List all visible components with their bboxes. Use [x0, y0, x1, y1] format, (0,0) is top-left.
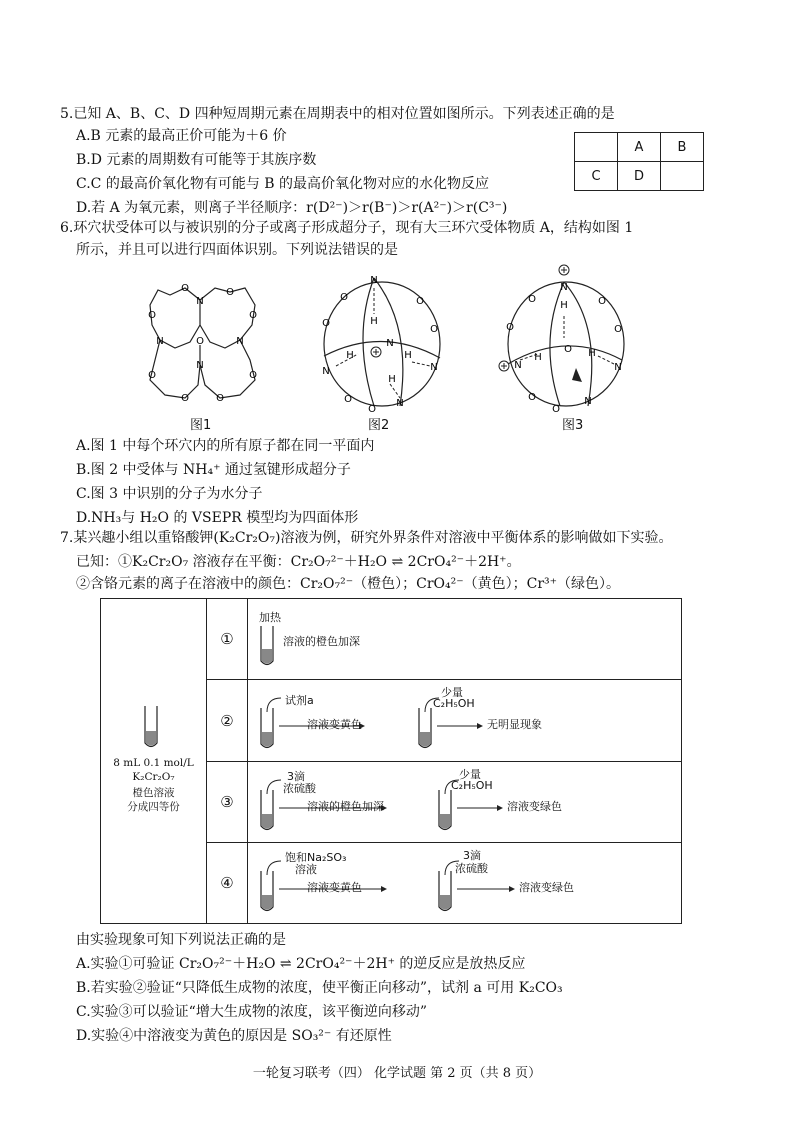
atom-label: N: [430, 362, 438, 373]
atom-label: O: [148, 370, 156, 381]
atom-label: N: [514, 360, 522, 371]
q5-option-b: B.D 元素的周期数有可能等于其族序数: [76, 152, 317, 168]
atom-label: O: [181, 283, 189, 294]
atom-label: O: [249, 370, 257, 381]
result-label: 溶液变绿色: [519, 881, 574, 894]
atom-label: O: [598, 296, 606, 307]
q5-option-a: A.B 元素的最高正价可能为＋6 价: [76, 128, 287, 144]
q5-option-c: C.C 的最高价氧化物有可能与 B 的最高价氧化物对应的水化物反应: [76, 176, 490, 192]
atom-label: O: [506, 322, 514, 333]
atom-label: O: [196, 336, 204, 347]
figure-2-caption: 图2: [368, 418, 390, 433]
row-number: ④: [207, 843, 248, 923]
test-tube-icon: [259, 625, 275, 669]
atom-label: O: [181, 393, 189, 404]
atom-label: N: [614, 362, 622, 373]
result-label: 溶液的橙色加深: [283, 635, 360, 648]
reagent-label: 溶液: [295, 863, 317, 876]
reagent-label: C₂H₅OH: [451, 779, 493, 792]
q5-stem: 5.已知 A、B、C、D 四种短周期元素在周期表中的相对位置如图所示。下列表述正确的是: [60, 106, 615, 122]
reagent-label: 3滴: [287, 770, 305, 783]
atom-label: O: [430, 324, 438, 335]
q7-known-1: 已知：①K₂Cr₂O₇ 溶液存在平衡：Cr₂O₇²⁻＋H₂O ⇌ 2CrO₄²⁻＋2H⁺。: [76, 554, 521, 570]
row-number: ②: [207, 680, 248, 761]
result-label: 无明显现象: [487, 718, 542, 731]
atom-label: H: [388, 374, 396, 385]
q6-option-c: C.图 3 中识别的分子为水分子: [76, 486, 263, 502]
atom-label: O: [322, 318, 330, 329]
reagent-label: 少量: [459, 768, 481, 781]
reagent-label: 浓硫酸: [283, 782, 316, 795]
q7-stem: 7.某兴趣小组以重铬酸钾(K₂Cr₂O₇)溶液为例，研究外界条件对溶液中平衡体系的影响做如下实验。: [60, 530, 673, 546]
grid-cell-c: C: [575, 162, 618, 191]
atom-label: N: [156, 336, 164, 347]
experiment-row-3: [207, 762, 681, 843]
q7-option-a: A.实验①可验证 Cr₂O₇²⁻＋H₂O ⇌ 2CrO₄²⁻＋2H⁺ 的逆反应是放热反应: [76, 956, 526, 972]
atom-label: O: [340, 292, 348, 303]
atom-label: H: [534, 352, 542, 363]
row-number: ③: [207, 762, 248, 842]
atom-label: N: [196, 296, 204, 307]
result-label: 溶液变绿色: [507, 800, 562, 813]
result-label: 溶液变黄色: [307, 718, 362, 731]
figure-3-caption: 图3: [562, 418, 584, 433]
atom-label: O: [564, 344, 572, 355]
reagent-label: 试剂a: [285, 694, 314, 707]
grid-empty-cell: [661, 162, 704, 191]
row-number: ①: [207, 599, 248, 679]
reagent-label: 浓硫酸: [455, 862, 488, 875]
result-label: 溶液的橙色加深: [307, 800, 384, 813]
stock-split-label: 分成四等份: [127, 801, 180, 813]
atom-label: H: [346, 350, 354, 361]
q6-stem-line2: 所示，并且可以进行四面体识别。下列说法错误的是: [76, 242, 398, 258]
experiment-row-2: [207, 680, 681, 762]
experiment-row-1: [207, 599, 681, 680]
atom-label: N: [584, 396, 592, 407]
test-tube-icon: [143, 705, 159, 751]
atom-label: N: [370, 275, 378, 286]
q6-option-a: A.图 1 中每个环穴内的所有原子都在同一平面内: [76, 438, 375, 454]
stock-formula-label: K₂Cr₂O₇: [132, 771, 175, 783]
page-footer: 一轮复习联考（四） 化学试题 第 2 页（共 8 页）: [252, 1066, 542, 1081]
q7-option-c: C.实验③可以验证“增大生成物的浓度，该平衡逆向移动”: [76, 1004, 427, 1020]
q7-option-b: B.若实验②验证“只降低生成物的浓度，使平衡正向移动”，试剂 a 可用 K₂CO₃: [76, 980, 563, 996]
atom-label: O: [416, 296, 424, 307]
reagent-label: 饱和Na₂SO₃: [285, 851, 347, 864]
figure-1-caption: 图1: [190, 418, 212, 433]
atom-label: O: [344, 394, 352, 405]
q7-known-2: ②含铬元素的离子在溶液中的颜色：Cr₂O₇²⁻（橙色）；CrO₄²⁻（黄色）；Cr³⁺（绿色）。: [76, 576, 621, 592]
atom-label: O: [226, 287, 234, 298]
atom-label: O: [368, 404, 376, 414]
supramolecule-figure-2: [312, 266, 452, 414]
atom-label: O: [528, 392, 536, 403]
atom-label: H: [588, 348, 596, 359]
atom-label: N: [386, 338, 394, 349]
q6-option-b: B.图 2 中受体与 NH₄⁺ 通过氢键形成超分子: [76, 462, 351, 478]
atom-label: N: [560, 282, 568, 293]
atom-label: H: [370, 316, 378, 327]
q7-option-d: D.实验④中溶液变为黄色的原因是 SO₃²⁻ 有还原性: [76, 1028, 392, 1044]
atom-label: N: [236, 336, 244, 347]
supramolecule-figure-3: [494, 260, 634, 415]
q6-option-d: D.NH₃与 H₂O 的 VSEPR 模型均为四面体形: [76, 510, 359, 526]
positive-charge-icon: [559, 265, 569, 275]
grid-empty-cell: [575, 133, 618, 162]
atom-label: O: [148, 310, 156, 321]
stock-volume-label: 8 mL 0.1 mol/L: [113, 757, 194, 769]
stock-solution-cell: [101, 599, 207, 923]
cryptand-figure-1: [140, 270, 270, 410]
reagent-label: 少量: [441, 686, 463, 699]
atom-label: O: [216, 393, 224, 404]
experiment-row-4: [207, 843, 681, 923]
atom-label: H: [404, 350, 412, 361]
reagent-label: 3滴: [463, 849, 481, 862]
q6-stem-line1: 6.环穴状受体可以与被识别的分子或离子形成超分子，现有大三环穴受体物质 A，结构如图 1: [60, 220, 634, 236]
atom-label: N: [396, 398, 404, 409]
stock-color-label: 橙色溶液: [132, 787, 175, 799]
grid-cell-b: B: [661, 133, 704, 162]
q7-conclusion: 由实验现象可知下列说法正确的是: [76, 932, 286, 948]
result-label: 溶液变黄色: [307, 881, 362, 894]
reagent-label: C₂H₅OH: [433, 697, 475, 710]
atom-label: O: [614, 324, 622, 335]
atom-label: N: [196, 360, 204, 371]
atom-label: O: [249, 310, 257, 321]
positive-charge-icon: [499, 361, 509, 371]
reagent-label: 加热: [259, 611, 281, 624]
atom-label: O: [528, 294, 536, 305]
grid-cell-d: D: [618, 162, 661, 191]
atom-label: H: [560, 300, 568, 311]
atom-label: N: [322, 366, 330, 377]
q5-option-d: D.若 A 为氧元素，则离子半径顺序：r(D²⁻)＞r(B⁻)＞r(A²⁻)＞r(C³⁻): [76, 200, 508, 216]
periodic-position-grid: [574, 132, 704, 191]
grid-cell-a: A: [618, 133, 661, 162]
wedge-bond-icon: [572, 368, 582, 382]
atom-label: O: [552, 404, 560, 415]
experiment-table: [100, 598, 682, 924]
